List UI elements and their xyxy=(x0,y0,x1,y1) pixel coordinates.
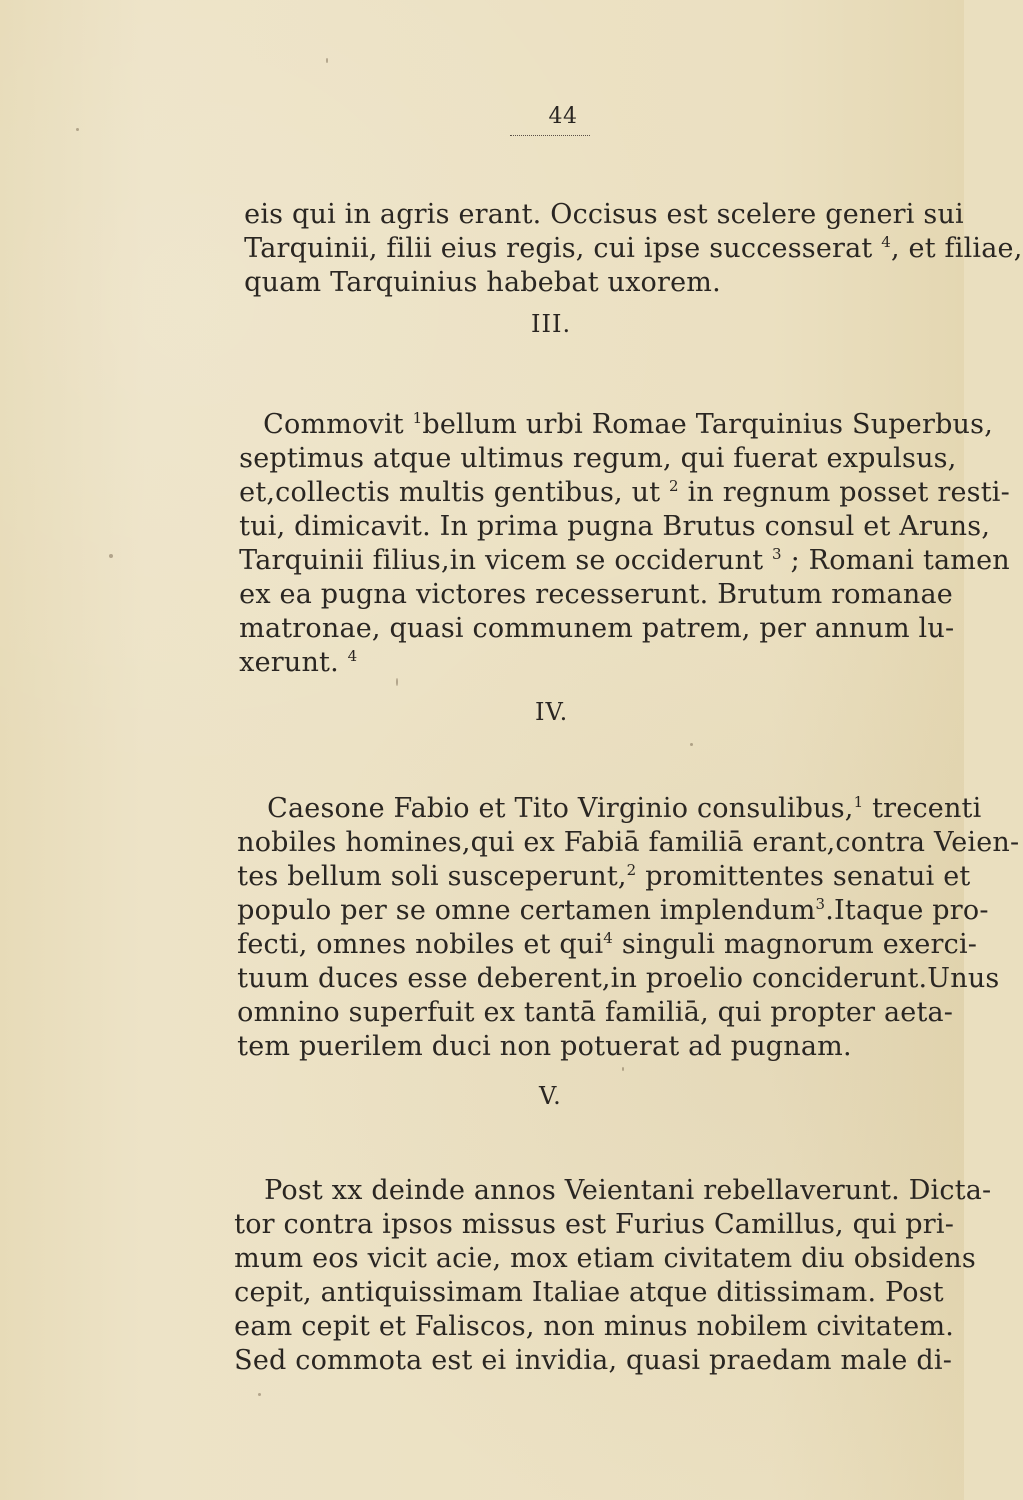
section-v-line-6-text: Sed commota est ei invidia, quasi praedam male di- xyxy=(234,1345,953,1376)
section-iii-line-2-text: septimus atque ultimus regum, qui fuerat expulsus, xyxy=(239,443,957,474)
paper-speck xyxy=(109,554,113,558)
section-heading-iv: IV. xyxy=(535,698,569,726)
section-iv-line-3-after: promittentes senatui et xyxy=(636,861,971,892)
footnote-marker: 2 xyxy=(669,477,679,495)
section-iii-line-4-text: tui, dimicavit. In prima pugna Brutus consul et Aruns, xyxy=(239,511,991,542)
opening-line-1-text: eis qui in agris erant. Occisus est scelere generi sui xyxy=(244,199,964,230)
page-number-rule xyxy=(510,135,590,136)
opening-line-2-after: , et filiae, xyxy=(890,233,1023,264)
section-iii-line-3-text: et,collectis multis gentibus, ut xyxy=(239,477,670,508)
section-iii-line-7-text: matronae, quasi communem patrem, per annum lu- xyxy=(239,613,955,644)
paper-speck xyxy=(690,743,693,746)
section-iii-line-1-before: Commovit xyxy=(263,409,413,440)
section-iv-line-3-text: tes bellum soli susceperunt, xyxy=(237,861,627,892)
section-iii-line-1-text: bellum urbi Romae Tarquinius Superbus, xyxy=(422,409,993,440)
section-v-line-2-text: tor contra ipsos missus est Furius Camillus, qui pri- xyxy=(234,1209,955,1240)
footnote-marker: 4 xyxy=(347,647,358,665)
section-iv-line-1-text: Caesone Fabio et Tito Virginio consulibus, xyxy=(267,793,854,824)
section-iv-line-5-text: fecti, omnes nobiles et qui xyxy=(237,929,604,960)
section-iv-line-6-text: tuum duces esse deberent,in proelio conciderunt.Unus xyxy=(237,963,1000,994)
section-iii-line-8-text: xerunt. xyxy=(239,647,348,678)
opening-line-3-text: quam Tarquinius habebat uxorem. xyxy=(244,267,721,298)
section-heading-v: V. xyxy=(539,1082,562,1110)
section-iv-line-8-text: tem puerilem duci non potuerat ad pugnam. xyxy=(237,1031,852,1062)
section-iii-line-6-text: ex ea pugna victores recesserunt. Brutum romanae xyxy=(239,579,953,610)
paper-speck xyxy=(396,678,398,686)
paper-speck xyxy=(76,128,79,131)
section-iv-line-7-text: omnino superfuit ex tantā familiā, qui propter aeta- xyxy=(237,997,954,1028)
section-v-line-5-text: eam cepit et Faliscos, non minus nobilem civitatem. xyxy=(234,1311,955,1342)
footnote-marker: 3 xyxy=(772,545,782,563)
section-heading-iii: III. xyxy=(531,310,572,338)
section-iv-line-2-text: nobiles homines,qui ex Fabiā familiā erant,contra Veien- xyxy=(237,827,1020,858)
opening-line-2-text: Tarquinii, filii eius regis, cui ipse successerat xyxy=(244,233,882,264)
section-iii-line-5-after: ; Romani tamen xyxy=(781,545,1010,576)
section-v-line-3-text: mum eos vicit acie, mox etiam civitatem diu obsidens xyxy=(234,1243,976,1274)
section-iv-line-8 xyxy=(202,1002,852,1092)
footnote-marker: 1 xyxy=(853,793,864,811)
section-iii-line-8 xyxy=(204,618,357,708)
footnote-marker: 4 xyxy=(603,929,614,947)
section-v-line-6 xyxy=(199,1316,952,1406)
footnote-marker: 1 xyxy=(412,409,423,427)
footnote-marker: 4 xyxy=(881,233,891,251)
section-iv-line-1-after: trecenti xyxy=(863,793,982,824)
footnote-marker: 3 xyxy=(815,895,826,913)
opening-line-3 xyxy=(209,238,721,328)
footnote-marker: 2 xyxy=(626,861,637,879)
section-v-line-1-text: Post xx deinde annos Veientani rebellaverunt. Dicta- xyxy=(264,1175,992,1206)
section-iv-line-4-after: .Itaque pro- xyxy=(825,895,989,926)
section-iv-line-5-after: singuli magnorum exerci- xyxy=(613,929,978,960)
paper-speck xyxy=(326,58,328,63)
section-iii-line-3-after: in regnum posset resti- xyxy=(678,477,1010,508)
section-v-line-4-text: cepit, antiquissimam Italiae atque ditissimam. Post xyxy=(234,1277,944,1308)
page-number: 44 xyxy=(548,104,578,129)
section-iii-line-5-text: Tarquinii filius,in vicem se occiderunt xyxy=(239,545,773,576)
section-iv-line-4-text: populo per se omne certamen implendum xyxy=(237,895,816,926)
